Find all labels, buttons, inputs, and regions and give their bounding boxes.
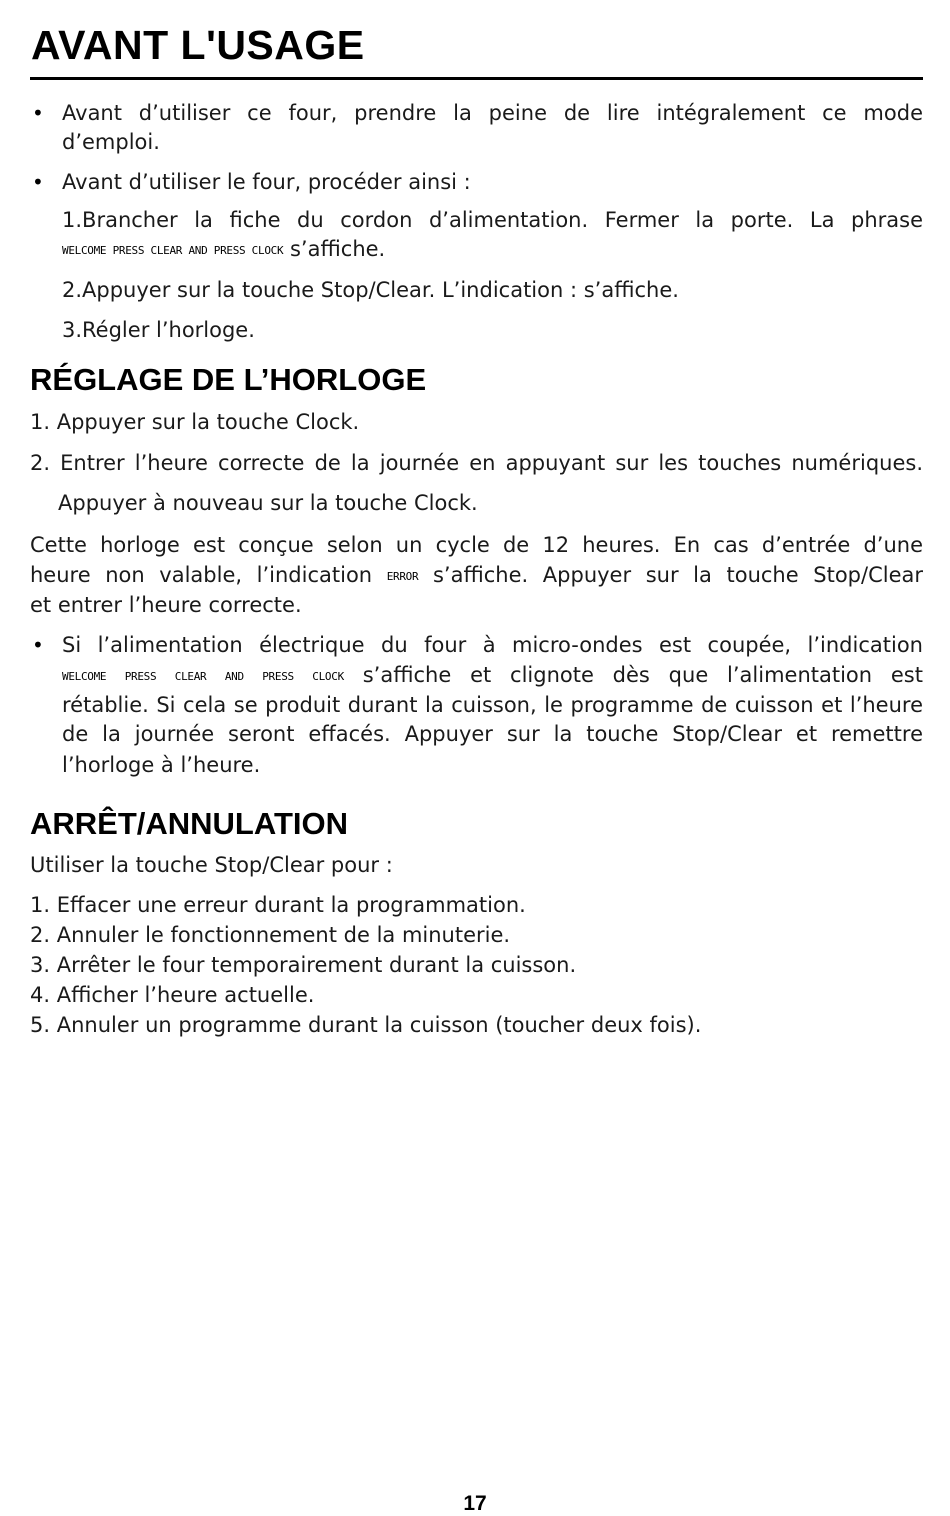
reglage-note-line1: Si l’alimentation électrique du four à micro-ondes est coupée, l’indication	[62, 633, 923, 657]
lcd-display-text: ERROR	[386, 570, 419, 583]
avant-bullet1-line1: Avant d’utiliser ce four, prendre la peine de lire intégralement ce mode	[62, 101, 923, 125]
reglage-note-line4: de la journée seront effacés. Appuyer sur la touche Stop/Clear et remettre	[62, 722, 923, 746]
reglage-note-line5: l’horloge à l’heure.	[62, 753, 261, 777]
lcd-display-text: WELCOME PRESS CLEAR AND PRESS CLOCK	[62, 670, 344, 683]
reglage-step2: 2. Entrer l’heure correcte de la journée en appuyant sur les touches numériques.	[30, 451, 923, 475]
section-heading-arret: ARRÊT/ANNULATION	[30, 806, 349, 841]
list-item: 4. Afficher l’heure actuelle.	[30, 983, 315, 1007]
reglage-para-line2: heure non valable, l’indication ERROR s’affiche. Appuyer sur la touche Stop/Clear	[30, 563, 923, 587]
arret-intro: Utiliser la touche Stop/Clear pour :	[30, 853, 393, 877]
page-number: 17	[463, 1492, 487, 1515]
avant-step1-line1: 1.Brancher la fiche du cordon d’alimentation. Fermer la porte. La phrase	[62, 208, 923, 232]
avant-step2: 2.Appuyer sur la touche Stop/Clear. L’indication : s’affiche.	[62, 278, 679, 302]
avant-bullet1-line2: d’emploi.	[62, 130, 160, 154]
avant-step3: 3.Régler l’horloge.	[62, 318, 255, 342]
list-item: 5. Annuler un programme durant la cuisson (toucher deux fois).	[30, 1013, 702, 1037]
bullet-icon: •	[32, 170, 44, 194]
reglage-note-line2: WELCOME PRESS CLEAR AND PRESS CLOCK s’affiche et clignote dès que l’alimentation est	[62, 663, 923, 687]
avant-bullet2: Avant d’utiliser le four, procéder ainsi :	[62, 170, 471, 194]
title-rule	[30, 77, 923, 80]
bullet-icon: •	[32, 101, 44, 125]
page-title: AVANT L'USAGE	[31, 22, 365, 68]
avant-step1-line2: WELCOME PRESS CLEAR AND PRESS CLOCK s’affiche.	[62, 237, 386, 261]
reglage-step2-continued: Appuyer à nouveau sur la touche Clock.	[58, 491, 478, 515]
reglage-note-line3: rétablie. Si cela se produit durant la cuisson, le programme de cuisson et l’heure	[62, 693, 923, 717]
list-item: 2. Annuler le fonctionnement de la minuterie.	[30, 923, 511, 947]
lcd-display-text: WELCOME PRESS CLEAR AND PRESS CLOCK	[62, 244, 284, 257]
reglage-para-line1: Cette horloge est conçue selon un cycle de 12 heures. En cas d’entrée d’une	[30, 533, 923, 557]
list-item: 3. Arrêter le four temporairement durant la cuisson.	[30, 953, 577, 977]
bullet-icon: •	[32, 633, 44, 657]
list-item: 1. Effacer une erreur durant la programmation.	[30, 893, 526, 917]
reglage-step1: 1. Appuyer sur la touche Clock.	[30, 410, 360, 434]
reglage-para-line3: et entrer l’heure correcte.	[30, 593, 302, 617]
section-heading-reglage: RÉGLAGE DE L’HORLOGE	[30, 362, 427, 397]
